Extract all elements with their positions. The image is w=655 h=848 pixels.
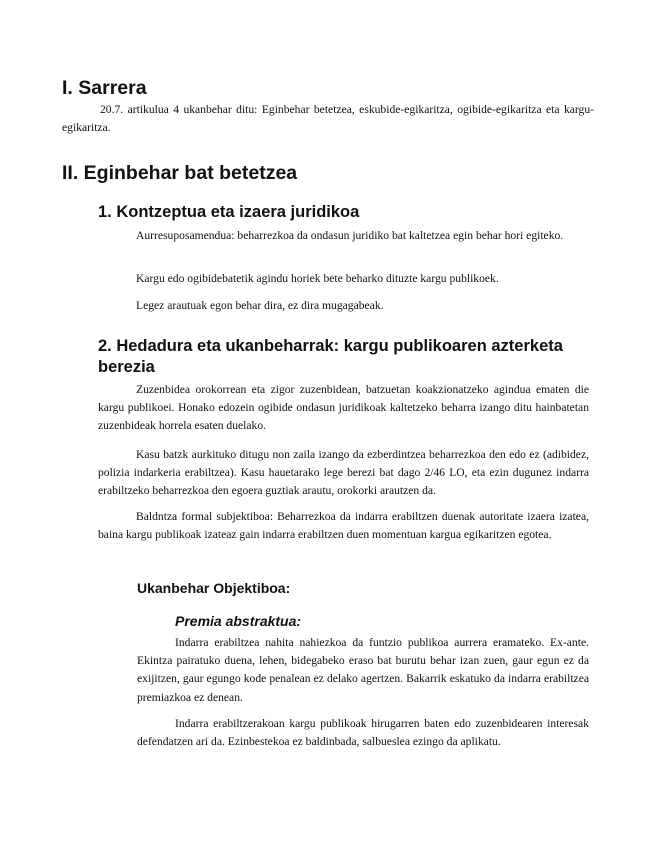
paragraph-premia-2: Indarra erabiltzerakoan kargu publikoak hirugarren baten edo zuzenbidearen interesak defendatzen ari da. Ezinbestekoa ez baldinbada, salbueslea ezingo da aplikatu. xyxy=(137,717,589,749)
paragraph-hedadura-2: Kasu batzk aurkituko ditugu non zaila izango da ezberdintzea beharrezkoa den edo ez (adibidez, polizia indarkeria erabiltzea). Kasu hauetarako lege berezi bat dago 2/46 LO, eta ezin dugunez indarra erabiltzeko beharrezkoa den egoera guztiak arautu, orokorki arautzen da. xyxy=(98,448,589,498)
paragraph-hedadura-1: Zuzenbidea orokorrean eta zigor zuzenbidean, batzuetan koakzionatzeko agindua ematen die kargu publikoei. Honako edozein ogibide ondasun juridikoak kaltetzeko beharra izango ditu hainbatetan zuzenbideak horrela esaten duelako. xyxy=(98,383,589,433)
paragraph-kontzeptua-3: Legez arautuak egon behar dira, ez dira mugagabeak. xyxy=(136,299,384,312)
heading-premia-abstraktua: Premia abstraktua: xyxy=(175,613,302,629)
heading-ukanbehar-objektiboa: Ukanbehar Objektiboa: xyxy=(137,580,291,596)
section-heading-eginbehar: II. Eginbehar bat betetzea xyxy=(62,162,298,184)
subsection-heading-hedadura: 2. Hedadura eta ukanbeharrak: kargu publikoaren azterketa berezia xyxy=(98,337,563,376)
section-heading-sarrera: I. Sarrera xyxy=(62,77,147,99)
paragraph-sarrera: 20.7. artikulua 4 ukanbehar ditu: Eginbehar betetzea, eskubide-egikaritza, ogibide-egikaritza eta kargu-egikaritza. xyxy=(62,103,594,135)
paragraph-kontzeptua-2: Kargu edo ogibidebatetik agindu horiek bete beharko dituzte kargu publikoek. xyxy=(136,272,499,285)
paragraph-kontzeptua-1: Aurresuposamendua: beharrezkoa da ondasun juridiko bat kaltetzea egin behar hori egiteko. xyxy=(136,229,564,242)
subsection-heading-kontzeptua: 1. Kontzeptua eta izaera juridikoa xyxy=(98,203,360,221)
paragraph-premia-1: Indarra erabiltzea nahita nahiezkoa da funtzio publikoa aurrera eramateko. Ex-ante. Ekintza pairatuko duena, lehen, bidegabeko eraso bat burutu behar izan zuen, gaur egun ez da exijitzen, gaur egungo kode penalean ez delako agertzen. Bakarrik eskatuko da indarra erabiltzea premiazkoa ez denean. xyxy=(137,636,589,704)
paragraph-hedadura-3: Baldntza formal subjektiboa: Beharrezkoa da indarra erabiltzen duenak autoritate izaera izatea, baina kargu publikoak izateaz gain indarra erabiltzen duen momentuan kargua egikaritzen egotea. xyxy=(98,510,589,542)
